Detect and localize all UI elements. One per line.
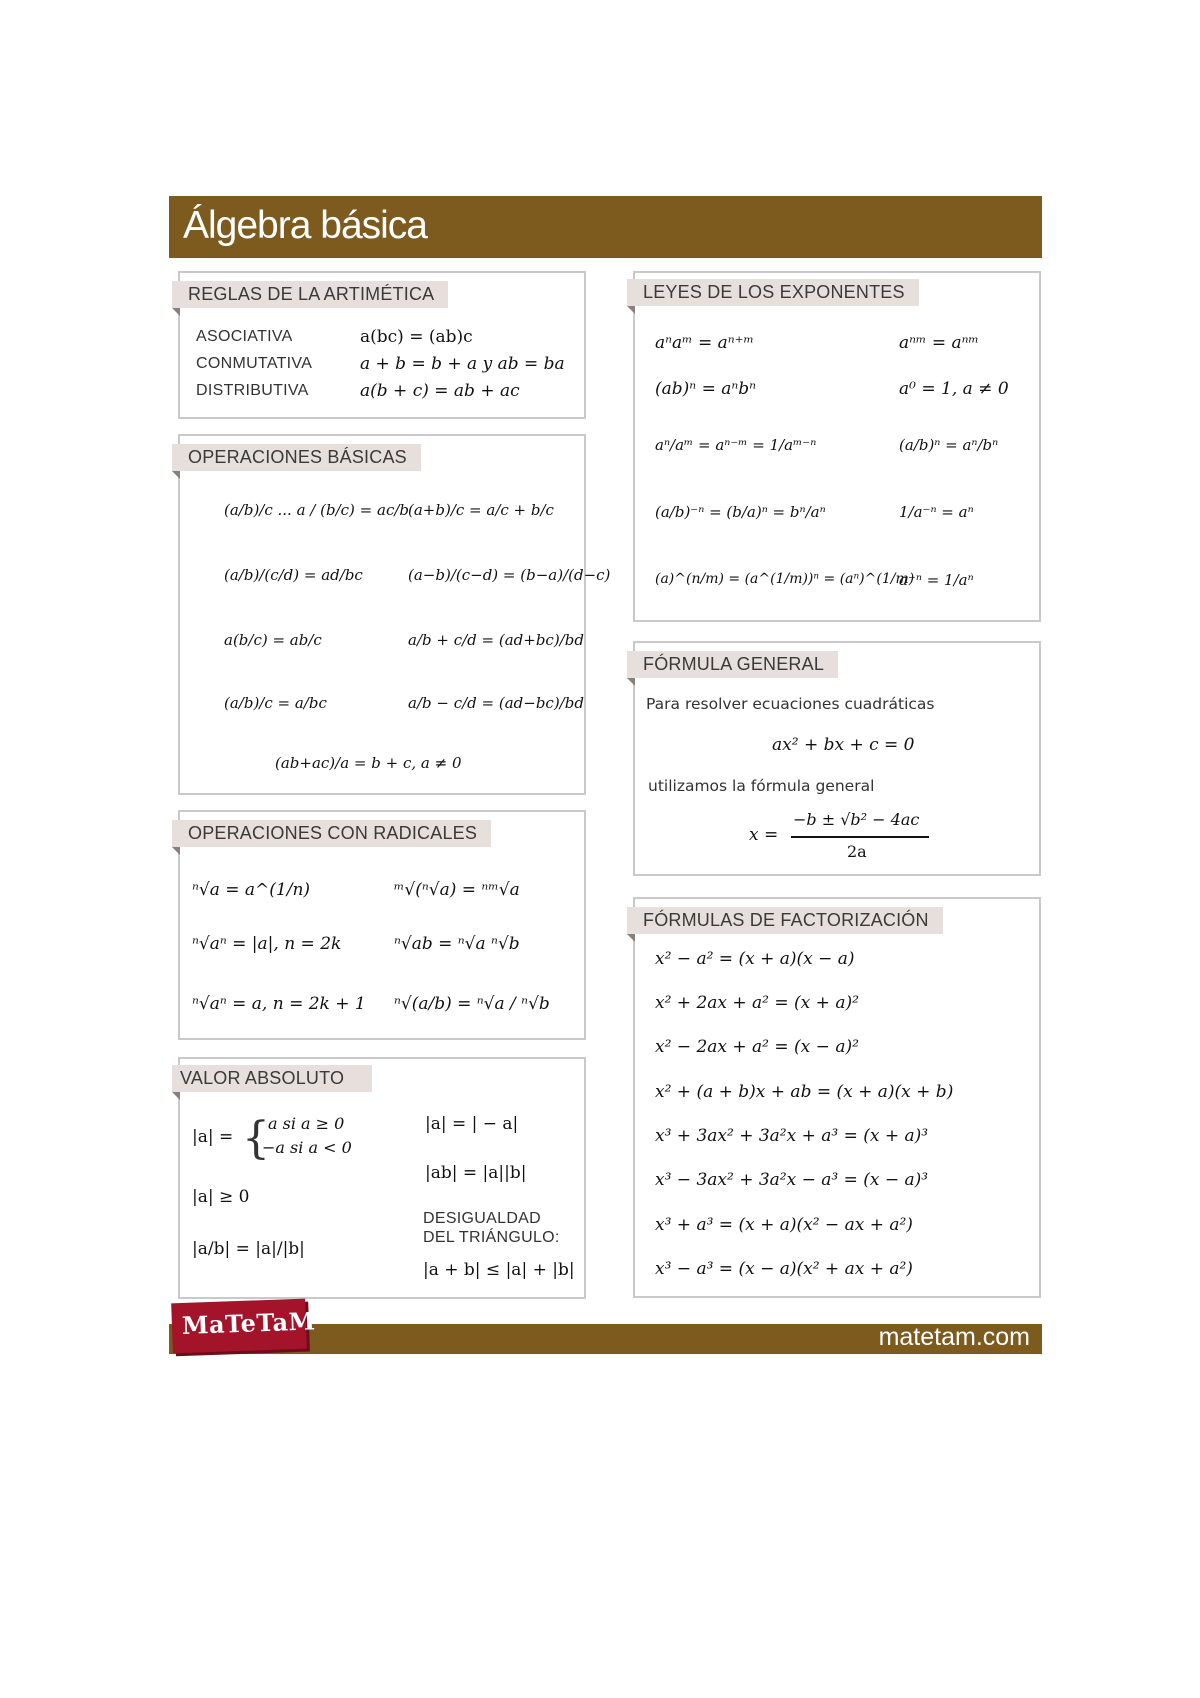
formula-rad-5: ⁿ√aⁿ = a, n = 2k + 1 [192,994,366,1014]
formula-exp-4: a⁰ = 1, a ≠ 0 [899,379,1009,399]
formula-abs-case1: a si a ≥ 0 [268,1114,345,1133]
factor-row: x² + (a + b)x + ab = (x + a)(x + b) [655,1082,954,1102]
fraction-bar [791,836,929,838]
triangle-label-2: DEL TRIÁNGULO: [423,1229,560,1246]
formula-exp-1: aⁿaᵐ = aⁿ⁺ᵐ [655,333,755,353]
formula-op-1: (a/b)/c ... a / (b/c) = ac/b [224,501,409,519]
section-title-exponentes: LEYES DE LOS EXPONENTES [627,279,919,306]
section-operaciones [178,434,611,795]
formula-exp-2: aⁿᵐ = aⁿᵐ [899,333,979,353]
rule-formula: a(b + c) = ab + ac [360,381,520,401]
section-title-reglas: REGLAS DE LA ARTIMÉTICA [172,281,448,308]
formula-abs-brace: { [242,1113,270,1164]
section-factorizacion [633,897,1041,1298]
formula-rad-4: ⁿ√ab = ⁿ√a ⁿ√b [394,934,520,954]
section-title-operaciones: OPERACIONES BÁSICAS [172,444,421,471]
formula-general-text: utilizamos la fórmula general [648,777,875,795]
formula-x-denominator: 2a [847,842,867,861]
section-formula-general [633,641,1041,876]
factor-row: x³ − 3ax² + 3a²x − a³ = (x − a)³ [655,1170,929,1190]
formula-rad-3: ⁿ√aⁿ = |a|, n = 2k [192,934,342,954]
factor-row: x³ + 3ax² + 3a²x + a³ = (x + a)³ [655,1126,929,1146]
formula-abs-4: |a/b| = |a|/|b| [192,1239,305,1259]
formula-x-numerator: −b ± √b² − 4ac [793,810,920,829]
formula-op-5: a(b/c) = ab/c [224,631,322,649]
formula-abs-case2: −a si a < 0 [262,1138,352,1157]
section-title-factorizacion: FÓRMULAS DE FACTORIZACIÓN [627,907,943,934]
formula-general-intro: Para resolver ecuaciones cuadráticas [646,695,935,713]
page-title: Álgebra básica [183,204,427,247]
factor-row: x³ − a³ = (x − a)(x² + ax + a²) [655,1259,913,1279]
matetam-logo: MaTeTaM [171,1299,307,1354]
formula-op-2: (a+b)/c = a/c + b/c [408,501,554,519]
formula-exp-8: 1/a⁻ⁿ = aⁿ [899,503,974,521]
formula-exp-7: (a/b)⁻ⁿ = (b/a)ⁿ = bⁿ/aⁿ [655,503,826,521]
formula-exp-5: aⁿ/aᵐ = aⁿ⁻ᵐ = 1/aᵐ⁻ⁿ [655,436,817,454]
rule-formula: a(bc) = (ab)c [360,327,473,347]
formula-x-lhs: x = [749,825,779,845]
formula-abs-3: |a| ≥ 0 [192,1187,250,1207]
section-title-absoluto: VALOR ABSOLUTO [172,1065,372,1092]
formula-rad-1: ⁿ√a = a^(1/n) [192,880,311,900]
formula-quadratic: ax² + bx + c = 0 [772,735,915,755]
section-reglas [178,271,586,419]
section-absoluto [178,1057,586,1299]
rule-label: ASOCIATIVA [196,328,293,345]
rule-label: CONMUTATIVA [196,355,313,372]
formula-op-6: a/b + c/d = (ad+bc)/bd [408,631,584,649]
factor-row: x³ + a³ = (x + a)(x² − ax + a²) [655,1215,913,1235]
formula-triangle: |a + b| ≤ |a| + |b| [423,1260,575,1280]
section-title-radicales: OPERACIONES CON RADICALES [172,820,491,847]
site-url[interactable]: matetam.com [878,1323,1030,1351]
formula-abs-1: |a| = | − a| [425,1114,519,1134]
factor-row: x² + 2ax + a² = (x + a)² [655,993,859,1013]
formula-rad-6: ⁿ√(a/b) = ⁿ√a / ⁿ√b [394,994,550,1014]
formula-exp-10: a⁻ⁿ = 1/aⁿ [899,571,974,589]
formula-op-8: a/b − c/d = (ad−bc)/bd [408,694,584,712]
formula-abs-2: |ab| = |a||b| [425,1163,527,1183]
formula-exp-6: (a/b)ⁿ = aⁿ/bⁿ [899,436,999,454]
formula-op-9: (ab+ac)/a = b + c, a ≠ 0 [275,754,462,772]
section-radicales [178,810,586,1040]
factor-row: x² − 2ax + a² = (x − a)² [655,1037,859,1057]
formula-abs-def: |a| = [192,1127,234,1147]
rule-formula: a + b = b + a y ab = ba [360,354,565,374]
formula-op-7: (a/b)/c = a/bc [224,694,327,712]
formula-op-3: (a/b)/(c/d) = ad/bc [224,566,363,584]
factor-row: x² − a² = (x + a)(x − a) [655,949,855,969]
formula-rad-2: ᵐ√(ⁿ√a) = ⁿᵐ√a [394,880,520,900]
rule-label: DISTRIBUTIVA [196,382,309,399]
formula-exp-3: (ab)ⁿ = aⁿbⁿ [655,379,757,399]
section-exponentes [633,271,1041,622]
section-title-formula-general: FÓRMULA GENERAL [627,651,838,678]
formula-op-4: (a−b)/(c−d) = (b−a)/(d−c) [408,566,611,584]
formula-exp-9: (a)^(n/m) = (a^(1/m))ⁿ = (aⁿ)^(1/m) [655,571,915,587]
triangle-label-1: DESIGUALDAD [423,1210,541,1227]
page-header [169,196,1042,258]
